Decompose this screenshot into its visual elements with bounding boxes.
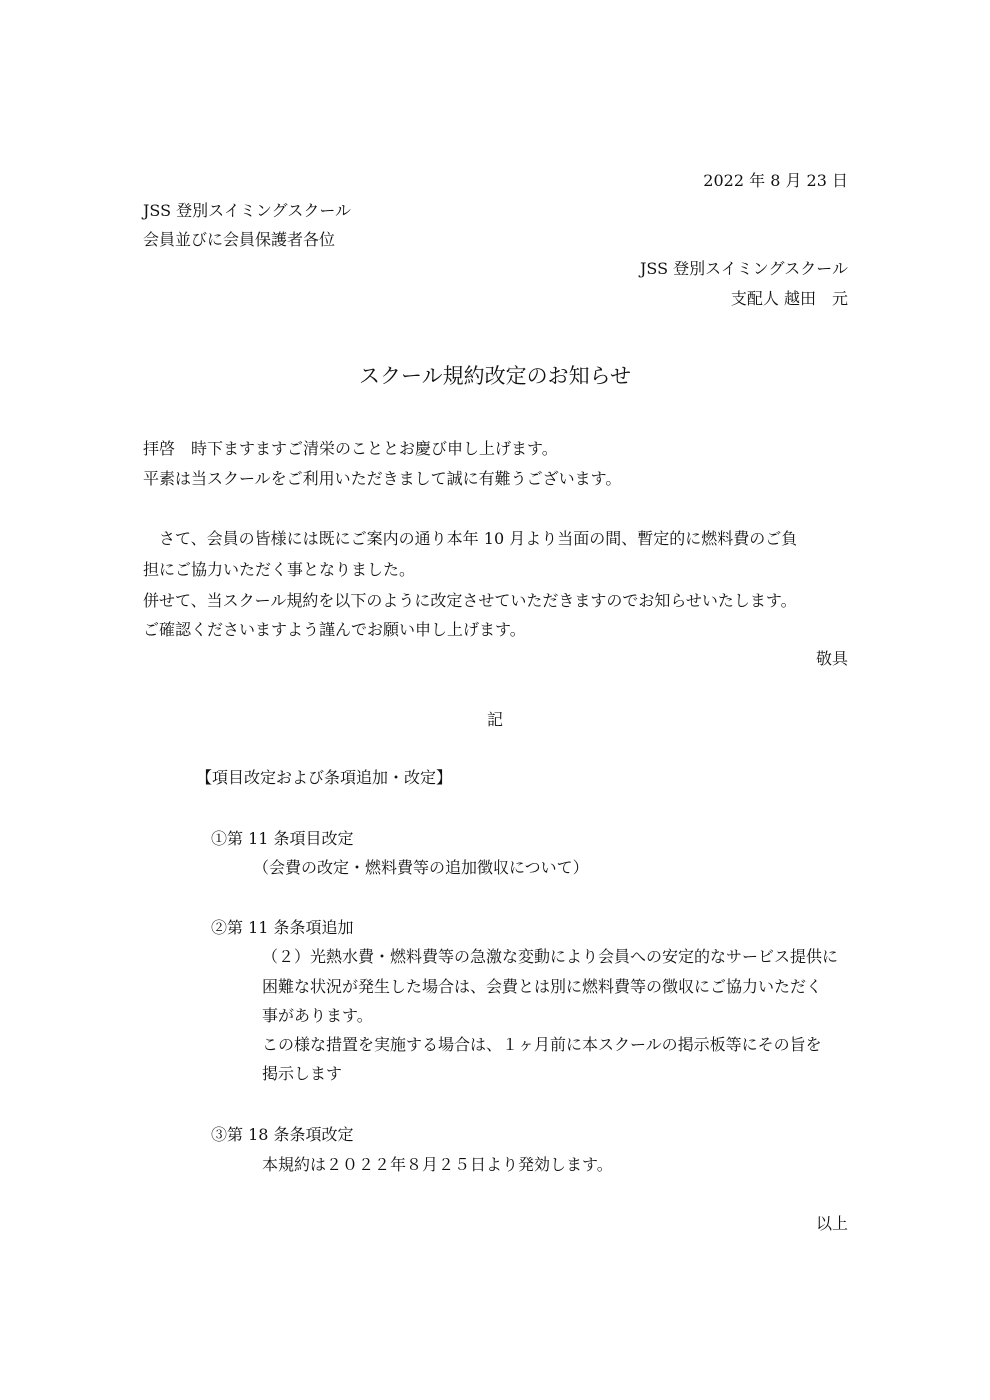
item-1-line-1: （会費の改定・燃料費等の追加徴収について） xyxy=(253,858,589,877)
recipient-line-2: 会員並びに会員保護者各位 xyxy=(143,230,336,249)
item-2-line-1: （２）光熱水費・燃料費等の急激な変動により会員への安定的なサービス提供に xyxy=(262,947,839,966)
body-line-3: 併せて、当スクール規約を以下のように改定させていただきますのでお知らせいたします。 xyxy=(143,591,797,610)
sender-person: 支配人 越田 元 xyxy=(730,289,848,308)
sender-org: JSS 登別スイミングスクール xyxy=(639,259,848,278)
item-2-line-3: 事があります。 xyxy=(262,1006,373,1025)
document-title: スクール規約改定のお知らせ xyxy=(359,364,631,388)
item-2-line-4: この様な措置を実施する場合は、１ヶ月前に本スクールの掲示板等にその旨を xyxy=(262,1035,822,1054)
greeting-line-2: 平素は当スクールをご利用いただきまして誠に有難うございます。 xyxy=(143,469,622,488)
item-2-line-5: 掲示します xyxy=(262,1064,343,1083)
end-mark: 以上 xyxy=(815,1214,848,1233)
section-heading: 【項目改定および条項追加・改定】 xyxy=(196,768,453,787)
body-line-1: さて、会員の皆様には既にご案内の通り本年 10 月より当面の間、暫定的に燃料費のご負 xyxy=(143,529,798,548)
recipient-line-1: JSS 登別スイミングスクール xyxy=(143,201,352,220)
item-2-heading: ②第 11 条条項追加 xyxy=(211,918,354,937)
item-3-line-1: 本規約は２０２２年８月２５日より発効します。 xyxy=(262,1155,613,1174)
item-2-line-2: 困難な状況が発生した場合は、会費とは別に燃料費等の徴収にご協力いただく xyxy=(262,977,823,996)
greeting-line-1: 拝啓 時下ますますご清栄のこととお慶び申し上げます。 xyxy=(143,439,558,458)
date: 2022 年 8 月 23 日 xyxy=(703,171,848,190)
ki-mark: 記 xyxy=(486,710,503,729)
body-line-2: 担にご協力いただく事となりました。 xyxy=(143,560,416,579)
item-3-heading: ③第 18 条条項改定 xyxy=(211,1125,354,1144)
body-line-4: ご確認くださいますよう謹んでお願い申し上げます。 xyxy=(143,620,526,639)
closing-keigu: 敬具 xyxy=(815,649,848,668)
item-1-heading: ①第 11 条項目改定 xyxy=(211,829,354,848)
